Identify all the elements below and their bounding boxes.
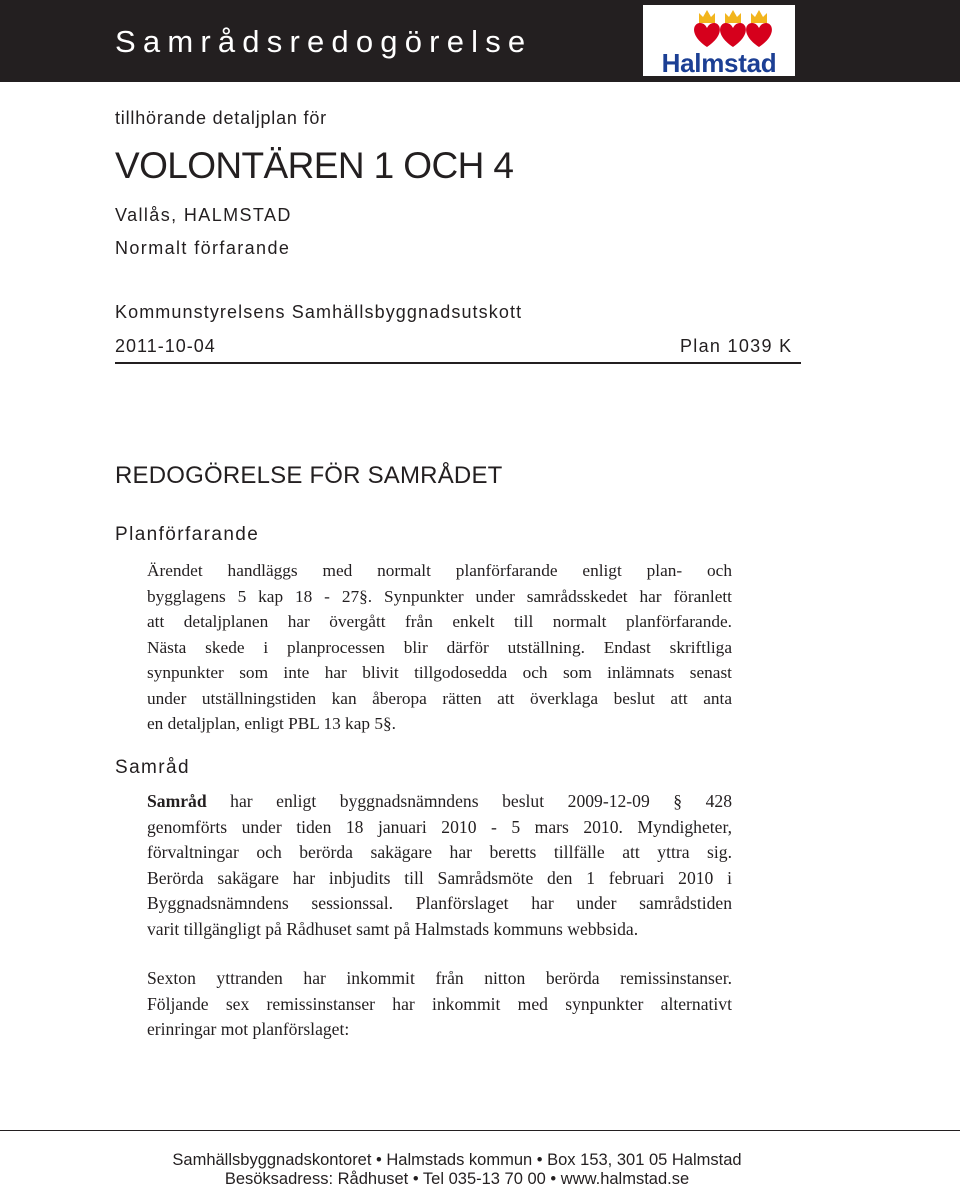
samrad-heading: Samråd: [115, 757, 190, 778]
document-date: 2011-10-04: [115, 336, 216, 356]
paragraph-line: bygglagens 5 kap 18 - 27§. Synpunkter under samrådsskedet har föranlett: [147, 586, 732, 606]
footer-contact: Besöksadress: Rådhuset • Tel 035-13 70 00 • www.halmstad.se: [224, 1170, 690, 1188]
paragraph-line: genomförts under tiden 18 januari 2010 - 5 mars 2010. Myndigheter,: [147, 816, 732, 837]
paragraph-line: en detaljplan, enligt PBL 13 kap 5§.: [147, 714, 396, 733]
footer-divider: [0, 1130, 960, 1131]
paragraph-line: varit tillgängligt på Rådhuset samt på Halmstads kommuns webbsida.: [147, 918, 639, 939]
paragraph-line: erinringar mot planförslaget:: [147, 1019, 350, 1039]
halmstad-logo: [643, 5, 795, 76]
paragraph-line: att detaljplanen har övergått från enkelt till normalt planförfarande.: [147, 612, 732, 631]
divider: [115, 362, 801, 364]
paragraph-line: Nästa skede i planprocessen blir därför utställning. Endast skriftliga: [147, 637, 732, 657]
paragraph-line-rest: har enligt byggnadsnämndens beslut 2009-12-09 § 428: [206, 791, 732, 811]
remiss-paragraph: [147, 966, 732, 1043]
crown-icon: [699, 10, 767, 23]
crowned-hearts-icon: [643, 5, 795, 49]
paragraph-line: Byggnadsnämndens sessionssal. Planförslaget har under samrådstiden: [147, 893, 732, 913]
paragraph-line: Ärendet handläggs med normalt planförfarande enligt plan- och: [147, 561, 732, 580]
paragraph-line: Berörda sakägare har inbjudits till Samrådsmöte den 1 februari 2010 i: [147, 867, 732, 888]
footer-address: Samhällsbyggnadskontoret • Halmstads kommun • Box 153, 301 05 Halmstad: [172, 1151, 742, 1169]
samrad-bold-term: Samråd: [147, 791, 207, 811]
paragraph-line: [147, 789, 732, 815]
document-subtitle: tillhörande detaljplan för: [115, 108, 327, 128]
document-type-title: Samrådsredogörelse: [115, 24, 533, 59]
planforfarande-paragraph: [147, 558, 732, 737]
planforfarande-heading: Planförfarande: [115, 524, 260, 545]
samrad-paragraph: [147, 789, 732, 942]
paragraph-line: under utställningstiden kan åberopa rätten att överklaga beslut att anta: [147, 688, 732, 708]
plan-title: VOLONTÄREN 1 OCH 4: [115, 145, 514, 186]
paragraph-line: förvaltningar och berörda sakägare har beretts tillfälle att yttra sig.: [147, 842, 732, 862]
procedure: Normalt förfarande: [115, 238, 291, 258]
paragraph-line: Följande sex remissinstanser har inkommit med synpunkter alternativt: [147, 993, 732, 1014]
committee: Kommunstyrelsens Samhällsbyggnadsutskott: [115, 302, 523, 322]
paragraph-line: Sexton yttranden har inkommit från nitton berörda remissinstanser.: [147, 968, 732, 988]
logo-wordmark: Halmstad: [661, 48, 777, 78]
header-bar: [0, 0, 960, 82]
section-heading: REDOGÖRELSE FÖR SAMRÅDET: [115, 462, 503, 489]
heart-icon: [694, 23, 772, 47]
paragraph-line: synpunkter som inte har blivit tillgodosedda och som inlämnats senast: [147, 663, 732, 682]
location: Vallås, HALMSTAD: [115, 205, 292, 225]
plan-number: Plan 1039 K: [680, 336, 793, 356]
